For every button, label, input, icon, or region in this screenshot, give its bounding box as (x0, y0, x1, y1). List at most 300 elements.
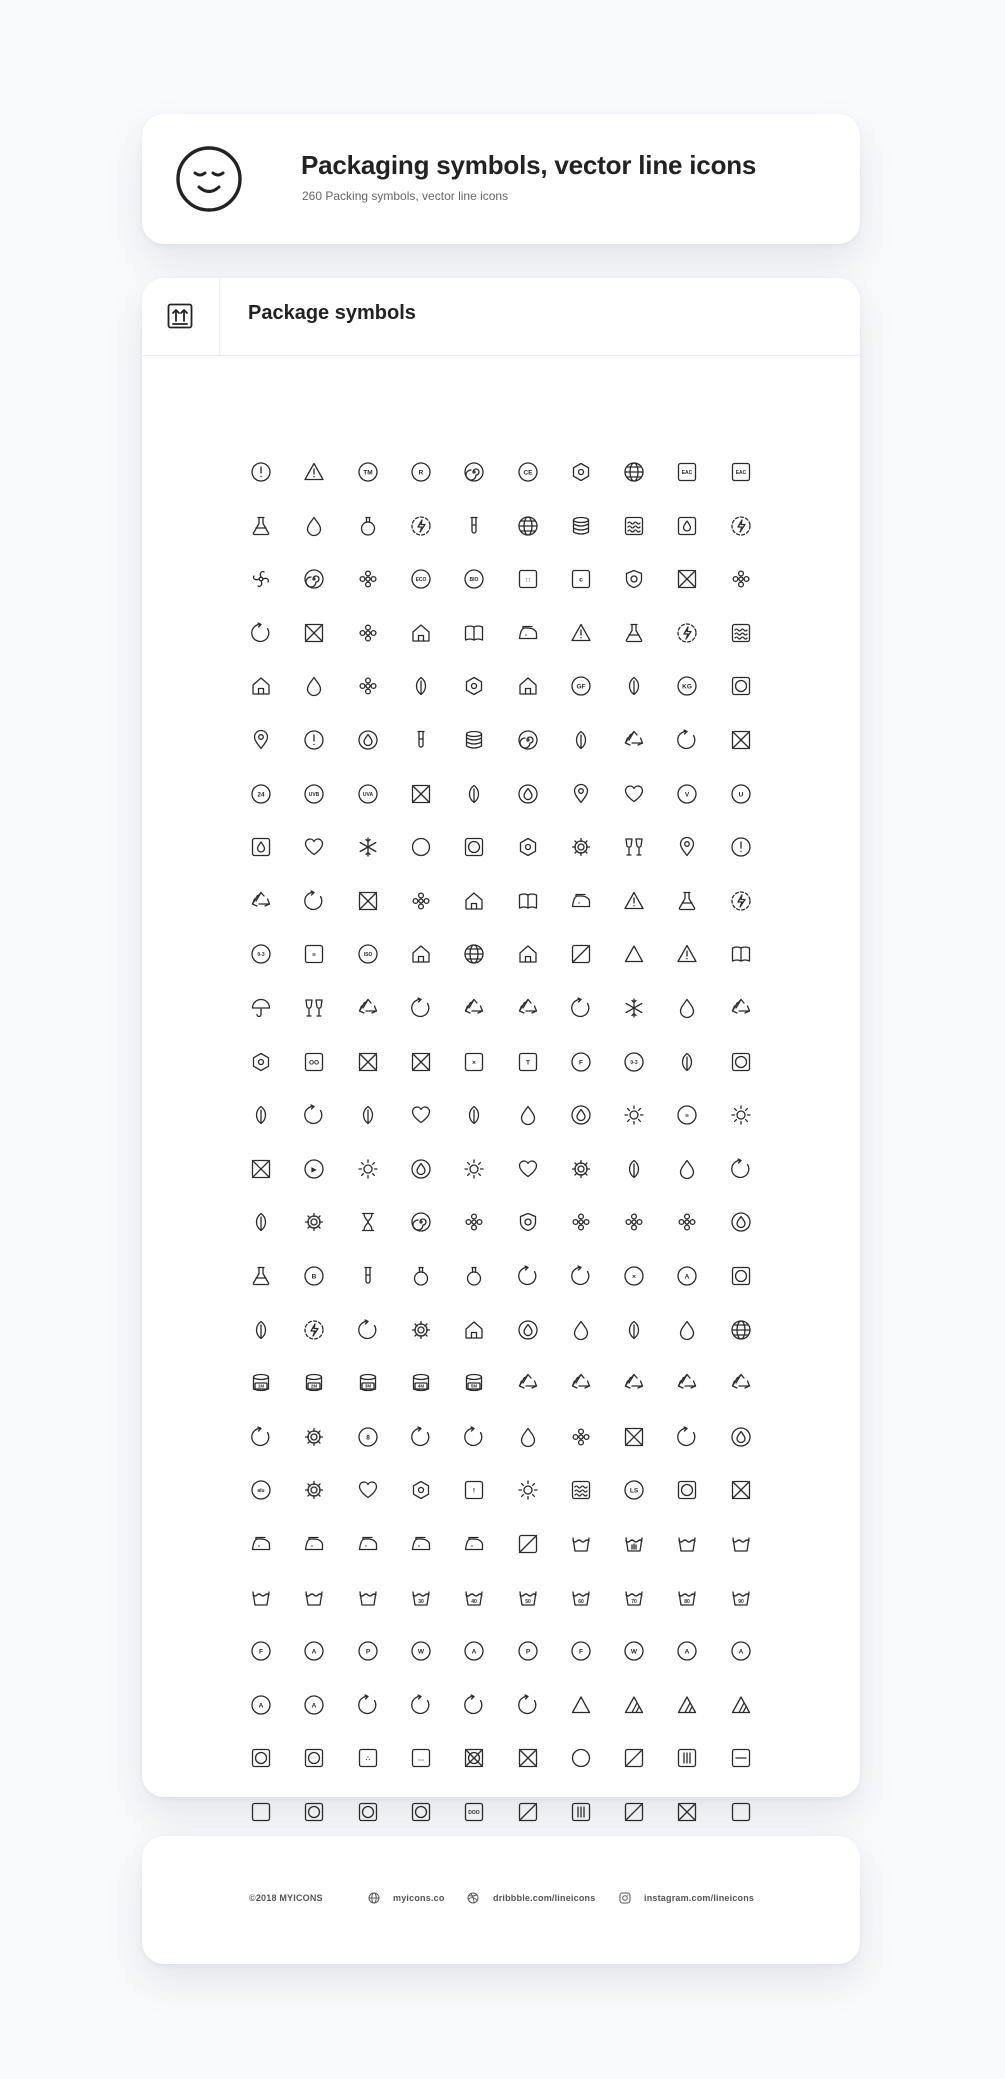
grid-icon-wave-box-icon (623, 515, 645, 537)
grid-icon-hourglass-icon (357, 1211, 379, 1233)
section-title: Package symbols (248, 302, 416, 324)
grid-icon-recycle-icon (357, 997, 379, 1019)
grid-icon-tub-text-icon (730, 1587, 752, 1609)
svg-text:LS: LS (629, 1487, 639, 1495)
grid-icon-circle-text-icon (570, 1640, 592, 1662)
grid-icon-square-text-icon (303, 943, 325, 965)
grid-icon-house-icon (517, 675, 539, 697)
svg-text:EAC: EAC (735, 469, 746, 476)
grid-icon-square-circle-icon (676, 1479, 698, 1501)
grid-icon-square-cross-circle-icon (463, 1747, 485, 1769)
grid-icon-book-icon (463, 622, 485, 644)
grid-icon-globe-icon (730, 1319, 752, 1341)
grid-icon-triangle-icon (570, 1694, 592, 1716)
grid-icon-tub-icon (676, 1533, 698, 1555)
grid-icon-tube-icon (410, 729, 432, 751)
grid-icon-tub-hand-icon (623, 1533, 645, 1555)
grid-icon-circle-text-icon (463, 1640, 485, 1662)
svg-text:B: B (311, 1273, 317, 1281)
grid-icon-tub-text-icon (517, 1587, 539, 1609)
grid-icon-recycle-icon (676, 1372, 698, 1394)
svg-text:↑↑: ↑↑ (524, 576, 531, 584)
grid-icon-circle-text-icon (250, 1694, 272, 1716)
grid-icon-tri-hatch-icon (730, 1694, 752, 1716)
svg-text:TM: TM (362, 469, 373, 477)
svg-text:80: 80 (684, 1598, 691, 1605)
grid-icon-shield-icon (517, 1211, 539, 1233)
grid-icon-square-icon (250, 1801, 272, 1823)
grid-icon-recycle-icon (623, 1372, 645, 1394)
grid-icon-square-circle-icon (250, 1747, 272, 1769)
grid-icon-sun-icon (517, 1479, 539, 1501)
grid-icon-gear-icon (570, 836, 592, 858)
grid-icon-umbrella-icon (250, 997, 272, 1019)
grid-icon-square-bars-icon (676, 1747, 698, 1769)
grid-icon-circle-arrow-icon (250, 1426, 272, 1448)
grid-icon-drop-icon (676, 997, 698, 1019)
dribbble-icon (467, 1892, 479, 1904)
grid-icon-circle-text-icon (623, 1479, 645, 1501)
grid-icon-circle-text-icon (410, 461, 432, 483)
grid-icon-recycle-icon (517, 997, 539, 1019)
svg-text:F: F (259, 1648, 263, 1656)
grid-icon-drop-icon (570, 1319, 592, 1341)
grid-icon-drop-icon (303, 515, 325, 537)
grid-icon-square-circle-icon (730, 675, 752, 697)
grid-icon-hex-icon (463, 675, 485, 697)
grid-icon-bolt-icon (730, 515, 752, 537)
svg-text:A: A (738, 1648, 744, 1656)
grid-icon-square-text-icon (357, 1747, 379, 1769)
grid-icon-recycle-icon (730, 1372, 752, 1394)
grid-icon-leaf-icon (410, 675, 432, 697)
svg-text:1M: 1M (257, 1383, 265, 1389)
grid-icon-square-cross-icon (303, 622, 325, 644)
instagram-link[interactable]: instagram.com/lineicons (644, 1893, 755, 1903)
grid-icon-drop-box-icon (250, 836, 272, 858)
grid-icon-tub-icon (250, 1587, 272, 1609)
grid-icon-circle-icon (570, 1747, 592, 1769)
svg-text:A: A (311, 1648, 317, 1656)
grid-icon-square-diag-icon (517, 1533, 539, 1555)
svg-text:DOO: DOO (468, 1809, 480, 1816)
grid-icon-tube-icon (357, 1265, 379, 1287)
grid-icon-square-diag-icon (517, 1801, 539, 1823)
grid-icon-circle-arrow-icon (570, 1265, 592, 1287)
grid-icon-flower-icon (676, 1211, 698, 1233)
grid-icon-gear-icon (303, 1479, 325, 1501)
svg-text:U: U (738, 790, 744, 798)
svg-text:5M: 5M (471, 1383, 478, 1389)
grid-icon-leaf-icon (250, 1319, 272, 1341)
grid-icon-square-cross-icon (730, 729, 752, 751)
grid-icon-circle-arrow-icon (676, 1426, 698, 1448)
grid-icon-circle-text-icon (357, 1640, 379, 1662)
grid-icon-circle-text-icon (463, 568, 485, 590)
grid-icon-circle-text-icon (357, 461, 379, 483)
grid-icon-circle-text-icon (357, 943, 379, 965)
svg-text:70: 70 (631, 1598, 637, 1605)
grid-icon-tub-icon (303, 1587, 325, 1609)
grid-icon-recycle-icon (463, 997, 485, 1019)
grid-icon-spiral-icon (517, 729, 539, 751)
grid-icon-triangle-icon (623, 943, 645, 965)
grid-icon-circle-arrow-icon (463, 1426, 485, 1448)
grid-icon-circle-arrow-icon (410, 997, 432, 1019)
grid-icon-square-cross-icon (250, 1158, 272, 1180)
svg-text:0-3: 0-3 (257, 952, 265, 959)
grid-icon-house-icon (410, 622, 432, 644)
page-subtitle: 260 Packing symbols, vector line icons (302, 189, 509, 203)
grid-icon-iron-icon (303, 1533, 325, 1555)
grid-icon-flask-icon (676, 890, 698, 912)
svg-text:50: 50 (524, 1598, 531, 1605)
svg-text:A: A (685, 1648, 690, 1656)
grid-icon-drop-circle-icon (730, 1426, 752, 1448)
svg-text:60: 60 (578, 1598, 584, 1605)
grid-icon-square-text-icon (730, 461, 752, 483)
grid-icon-iron-icon (410, 1533, 432, 1555)
page-title: Packaging symbols, vector line icons (301, 150, 757, 180)
instagram-icon (619, 1892, 631, 1904)
grid-icon-flower-icon (357, 622, 379, 644)
grid-icon-heart-icon (623, 783, 645, 805)
grid-icon-pin-icon (570, 783, 592, 805)
grid-icon-flower-icon (463, 1211, 485, 1233)
footer-card (142, 1836, 860, 1964)
grid-icon-flower-icon (623, 1211, 645, 1233)
grid-icon-gear-icon (303, 1426, 325, 1448)
grid-icon-square-text-icon (676, 461, 698, 483)
grid-icon-circle-text-icon (730, 783, 752, 805)
grid-icon-square-cross-icon (357, 890, 379, 912)
grid-icon-iron-icon (517, 622, 539, 644)
grid-icon-circle-text-icon (303, 1265, 325, 1287)
grid-icon-snow-icon (623, 997, 645, 1019)
svg-text:4M: 4M (417, 1383, 425, 1389)
grid-icon-flask-icon (250, 515, 272, 537)
svg-text:90: 90 (737, 1598, 744, 1605)
grid-icon-flask-round-icon (410, 1265, 432, 1287)
svg-text:…: … (417, 1755, 425, 1763)
grid-icon-wave-box-icon (570, 1479, 592, 1501)
svg-text:F: F (578, 1058, 583, 1066)
grid-icon-circle-arrow-icon (730, 1158, 752, 1180)
grid-icon-sun-icon (623, 1104, 645, 1126)
grid-icon-leaf-icon (463, 1104, 485, 1126)
grid-icon-bang-icon (730, 836, 752, 858)
grid-icon-drop-icon (676, 1319, 698, 1341)
grid-icon-leaf-icon (623, 1319, 645, 1341)
grid-icon-circle-arrow-icon (357, 1694, 379, 1716)
grid-icon-fan-icon (250, 568, 272, 590)
grid-icon-iron-icon (250, 1533, 272, 1555)
grid-icon-stack-icon (570, 515, 592, 537)
grid-icon-flower-icon (357, 675, 379, 697)
grid-icon-globe-icon (623, 461, 645, 483)
grid-icon-circle-text-icon (676, 783, 698, 805)
grid-icon-square-text-icon (463, 1801, 485, 1823)
grid-icon-drop-box-icon (676, 515, 698, 537)
grid-icon-sun-icon (463, 1158, 485, 1180)
svg-text:c: c (578, 576, 583, 584)
grid-icon-circle-text-icon (730, 1640, 752, 1662)
grid-icon-square-cross-icon (623, 1426, 645, 1448)
grid-icon-circle-text-icon (303, 1640, 325, 1662)
grid-icon-circle-arrow-icon (250, 622, 272, 644)
grid-icon-drop-circle-icon (570, 1104, 592, 1126)
grid-icon-gear-icon (570, 1158, 592, 1180)
svg-text:P: P (365, 1648, 370, 1656)
svg-text:A: A (311, 1702, 317, 1710)
grid-icon-jar-text-icon (410, 1372, 432, 1394)
grid-icon-square-diag-icon (570, 943, 592, 965)
grid-icon-heart-icon (357, 1479, 379, 1501)
grid-icon-tub-text-icon (623, 1587, 645, 1609)
grid-icon-square-diag-icon (623, 1801, 645, 1823)
grid-icon-gear-icon (410, 1319, 432, 1341)
svg-text:UVA: UVA (362, 791, 373, 798)
grid-icon-circle-text-icon (357, 783, 379, 805)
grid-icon-circle-text-icon (570, 675, 592, 697)
grid-icon-leaf-icon (250, 1211, 272, 1233)
grid-icon-circle-text-icon (250, 1479, 272, 1501)
grid-icon-pin-icon (250, 729, 272, 751)
grid-icon-circle-text-icon (250, 783, 272, 805)
header-card (142, 114, 860, 244)
dribbble-link[interactable]: dribbble.com/lineicons (493, 1893, 596, 1903)
grid-icon-square-circle-icon (357, 1801, 379, 1823)
grid-icon-bolt-icon (676, 622, 698, 644)
grid-icon-square-circle-icon (730, 1265, 752, 1287)
grid-icon-circle-text-icon (570, 1051, 592, 1073)
svg-text:A: A (471, 1648, 477, 1656)
grid-icon-square-cross-icon (410, 1051, 432, 1073)
grid-icon-jar-text-icon (463, 1372, 485, 1394)
svg-text:A: A (258, 1702, 264, 1710)
grid-icon-circle-text-icon (676, 1265, 698, 1287)
grid-icon-circle-text-icon (303, 1158, 325, 1180)
grid-icon-square-circle-icon (730, 1051, 752, 1073)
grid-icon-square-text-icon (463, 1051, 485, 1073)
grid-icon-square-bars-icon (570, 1801, 592, 1823)
grid-icon-circle-text-icon (357, 1426, 379, 1448)
grid-icon-leaf-icon (623, 675, 645, 697)
svg-text:×: × (472, 1058, 477, 1066)
grid-icon-shield-icon (623, 568, 645, 590)
grid-icon-globe-icon (517, 515, 539, 537)
grid-icon-bolt-icon (730, 890, 752, 912)
grid-icon-tub-icon (730, 1533, 752, 1555)
grid-icon-square-cross-icon (676, 568, 698, 590)
grid-icon-square-cross-icon (676, 1801, 698, 1823)
grid-icon-circle-text-icon (676, 675, 698, 697)
grid-icon-circle-arrow-icon (410, 1694, 432, 1716)
svg-text:≡: ≡ (312, 951, 317, 959)
grid-icon-circle-text-icon (517, 1640, 539, 1662)
svg-text:T: T (525, 1058, 530, 1066)
grid-icon-hex-icon (570, 461, 592, 483)
grid-icon-leaf-icon (570, 729, 592, 751)
grid-icon-square-text-icon (410, 1747, 432, 1769)
grid-icon-iron-icon (570, 890, 592, 912)
grid-icon-square-dash-icon (730, 1747, 752, 1769)
svg-text:P: P (525, 1648, 530, 1656)
grid-icon-hex-icon (517, 836, 539, 858)
grid-icon-tub-icon (357, 1587, 379, 1609)
svg-text:EAC: EAC (682, 469, 693, 476)
grid-icon-circle-text-icon (623, 1051, 645, 1073)
grid-icon-drop-circle-icon (410, 1158, 432, 1180)
svg-text:▶: ▶ (311, 1166, 317, 1174)
grid-icon-warn-icon (303, 461, 325, 483)
grid-icon-heart-icon (410, 1104, 432, 1126)
svg-text:R: R (418, 469, 424, 477)
grid-icon-jar-text-icon (303, 1372, 325, 1394)
grid-icon-drop-circle-icon (517, 783, 539, 805)
svg-text:2M: 2M (311, 1383, 318, 1389)
icon-grid (142, 278, 860, 1816)
grid-icon-circle-arrow-icon (303, 890, 325, 912)
grid-icon-drop-icon (517, 1104, 539, 1126)
grid-icon-recycle-icon (623, 729, 645, 751)
grid-icon-book-icon (730, 943, 752, 965)
grid-icon-circle-text-icon (517, 461, 539, 483)
grid-icon-spiral-icon (303, 568, 325, 590)
grid-icon-warn-icon (570, 622, 592, 644)
grid-icon-tub-text-icon (410, 1587, 432, 1609)
grid-icon-pin-icon (676, 836, 698, 858)
svg-text:W: W (631, 1648, 638, 1656)
grid-icon-tub-icon (570, 1533, 592, 1555)
grid-icon-jar-text-icon (250, 1372, 272, 1394)
svg-text:3M: 3M (364, 1383, 371, 1389)
grid-icon-book-icon (517, 890, 539, 912)
grid-icon-flower-icon (570, 1211, 592, 1233)
grid-icon-recycle-icon (570, 1372, 592, 1394)
svg-text:≡: ≡ (685, 1112, 690, 1120)
grid-icon-circle-text-icon (623, 1640, 645, 1662)
grid-icon-circle-arrow-icon (303, 1104, 325, 1126)
grid-icon-gear-icon (303, 1211, 325, 1233)
grid-icon-heart-icon (303, 836, 325, 858)
svg-text:30: 30 (418, 1598, 424, 1605)
grid-icon-snow-icon (357, 836, 379, 858)
grid-icon-circle-text-icon (410, 1640, 432, 1662)
grid-icon-bolt-icon (303, 1319, 325, 1341)
svg-text:40: 40 (471, 1598, 477, 1605)
grid-icon-tub-text-icon (570, 1587, 592, 1609)
globe-icon (368, 1892, 380, 1904)
grid-icon-spiral-icon (410, 1211, 432, 1233)
website-link[interactable]: myicons.co (393, 1893, 445, 1903)
grid-icon-iron-icon (357, 1533, 379, 1555)
grid-icon-square-text-icon (517, 1051, 539, 1073)
svg-text:BIO: BIO (469, 576, 479, 583)
grid-icon-iron-icon (463, 1533, 485, 1555)
grid-icon-tri-hatch-icon (623, 1694, 645, 1716)
grid-icon-drop-icon (676, 1158, 698, 1180)
copyright-text: ©2018 MYICONS (249, 1893, 323, 1903)
grid-icon-heart-icon (517, 1158, 539, 1180)
svg-text:ECO: ECO (415, 576, 427, 583)
grid-icon-drop-icon (517, 1426, 539, 1448)
svg-text:KG: KG (682, 683, 693, 691)
grid-icon-square-text-icon (303, 1051, 325, 1073)
grid-icon-hex-icon (410, 1479, 432, 1501)
grid-icon-tub-text-icon (463, 1587, 485, 1609)
grid-icon-flower-icon (730, 568, 752, 590)
grid-icon-square-circle-icon (463, 836, 485, 858)
grid-icon-flask-round-icon (463, 1265, 485, 1287)
grid-icon-jar-text-icon (357, 1372, 379, 1394)
grid-icon-stack-icon (463, 729, 485, 751)
grid-icon-circle-arrow-icon (570, 997, 592, 1019)
grid-icon-square-circle-icon (410, 1801, 432, 1823)
svg-text:24: 24 (257, 790, 265, 798)
grid-icon-circle-arrow-icon (463, 1694, 485, 1716)
grid-icon-flask-round-icon (357, 515, 379, 537)
grid-icon-circle-arrow-icon (357, 1319, 379, 1341)
svg-text:W: W (417, 1648, 424, 1656)
svg-text:GF: GF (576, 683, 586, 691)
grid-icon-leaf-icon (250, 1104, 272, 1126)
svg-text:!: ! (473, 1487, 476, 1495)
grid-icon-bang-icon (250, 461, 272, 483)
icon-set-card (142, 278, 860, 1816)
grid-icon-leaf-icon (623, 1158, 645, 1180)
svg-text:0-3: 0-3 (630, 1059, 638, 1066)
grid-icon-bang-icon (303, 729, 325, 751)
grid-icon-recycle-icon (730, 997, 752, 1019)
grid-icon-flask-icon (623, 622, 645, 644)
svg-text:ISO: ISO (363, 952, 372, 959)
grid-icon-square-cross-icon (730, 1479, 752, 1501)
svg-text:A: A (685, 1273, 690, 1281)
grid-icon-warn-icon (623, 890, 645, 912)
svg-text:alu: alu (257, 1488, 265, 1495)
grid-icon-square-text-icon (517, 568, 539, 590)
svg-text:OO: OO (309, 1058, 320, 1066)
grid-icon-house-icon (463, 890, 485, 912)
grid-icon-circle-text-icon (303, 1694, 325, 1716)
grid-icon-leaf-icon (357, 1104, 379, 1126)
grid-icon-tri-hatch-icon (676, 1694, 698, 1716)
smiling-face-icon (174, 144, 244, 214)
grid-icon-circle-text-icon (410, 568, 432, 590)
grid-icon-circle-text-icon (250, 943, 272, 965)
grid-icon-bolt-icon (410, 515, 432, 537)
grid-icon-square-diag-icon (623, 1747, 645, 1769)
grid-icon-spiral-icon (463, 461, 485, 483)
grid-icon-warn-icon (676, 943, 698, 965)
grid-icon-flower-icon (570, 1426, 592, 1448)
grid-icon-flower-icon (410, 890, 432, 912)
grid-icon-house-icon (463, 1319, 485, 1341)
grid-icon-drop-circle-icon (357, 729, 379, 751)
grid-icon-square-text-icon (463, 1479, 485, 1501)
svg-text:UVB: UVB (309, 791, 320, 798)
svg-text:∴: ∴ (365, 1755, 370, 1763)
grid-icon-recycle-icon (250, 890, 272, 912)
grid-icon-drop-icon (303, 675, 325, 697)
grid-icon-tub-text-icon (676, 1587, 698, 1609)
grid-icon-leaf-icon (463, 783, 485, 805)
svg-text:8: 8 (365, 1434, 370, 1442)
grid-icon-square-icon (730, 1801, 752, 1823)
grid-icon-circle-text-icon (250, 1640, 272, 1662)
grid-icon-sun-icon (730, 1104, 752, 1126)
